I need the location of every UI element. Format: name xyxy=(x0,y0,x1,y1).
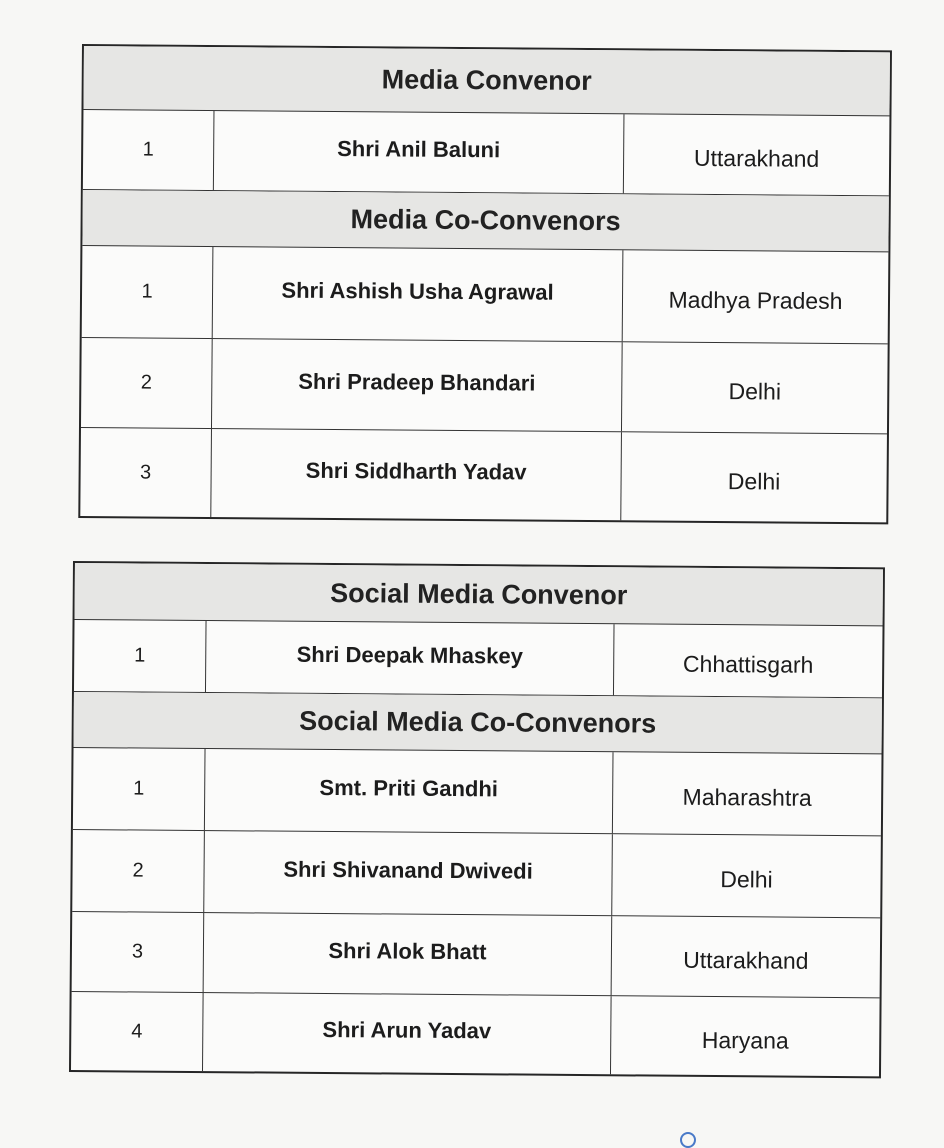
serial-number: 1 xyxy=(83,110,215,190)
member-name: Shri Pradeep Bhandari xyxy=(212,339,623,431)
member-state: Uttarakhand xyxy=(683,946,809,974)
member-state: Chhattisgarh xyxy=(682,650,814,678)
table-row xyxy=(72,830,881,918)
table-row xyxy=(80,428,887,522)
social-media-table xyxy=(69,561,885,1078)
table-row xyxy=(71,992,880,1076)
serial-number: 4 xyxy=(71,992,204,1071)
member-state: Uttarakhand xyxy=(693,144,820,172)
member-state: Delhi xyxy=(728,378,782,405)
serial-number: 3 xyxy=(72,912,205,992)
media-convenor-heading: Media Convenor xyxy=(83,46,889,116)
member-state: Haryana xyxy=(701,1026,789,1054)
member-state: Maharashtra xyxy=(682,783,812,811)
member-name: Shri Shivanand Dwivedi xyxy=(204,831,613,915)
table-row xyxy=(82,246,889,344)
member-state: Madhya Pradesh xyxy=(668,286,843,314)
member-name: Shri Siddharth Yadav xyxy=(211,429,622,520)
member-name: Shri Alok Bhatt xyxy=(204,913,613,995)
member-state: Delhi xyxy=(720,866,773,893)
media-table xyxy=(78,44,892,524)
table-row xyxy=(81,338,888,434)
social-media-convenor-heading: Social Media Convenor xyxy=(75,563,883,626)
scan-mark xyxy=(680,1132,696,1148)
table-row xyxy=(73,748,882,836)
serial-number: 3 xyxy=(80,428,212,517)
media-coconvenors-heading: Media Co-Convenors xyxy=(82,190,888,252)
table-row xyxy=(72,912,881,998)
table-row xyxy=(83,110,890,196)
social-media-coconvenors-heading: Social Media Co-Convenors xyxy=(74,692,882,754)
serial-number: 1 xyxy=(73,748,206,830)
serial-number: 1 xyxy=(74,620,207,692)
member-name: Shri Arun Yadav xyxy=(203,993,612,1074)
member-name: Shri Anil Baluni xyxy=(214,111,625,193)
serial-number: 2 xyxy=(72,830,205,912)
serial-number: 1 xyxy=(82,246,214,338)
member-state: Delhi xyxy=(727,467,781,494)
member-name: Shri Deepak Mhaskey xyxy=(206,621,615,695)
table-row xyxy=(74,620,883,698)
member-name: Shri Ashish Usha Agrawal xyxy=(213,247,624,341)
member-name: Smt. Priti Gandhi xyxy=(205,749,614,833)
serial-number: 2 xyxy=(81,338,213,428)
